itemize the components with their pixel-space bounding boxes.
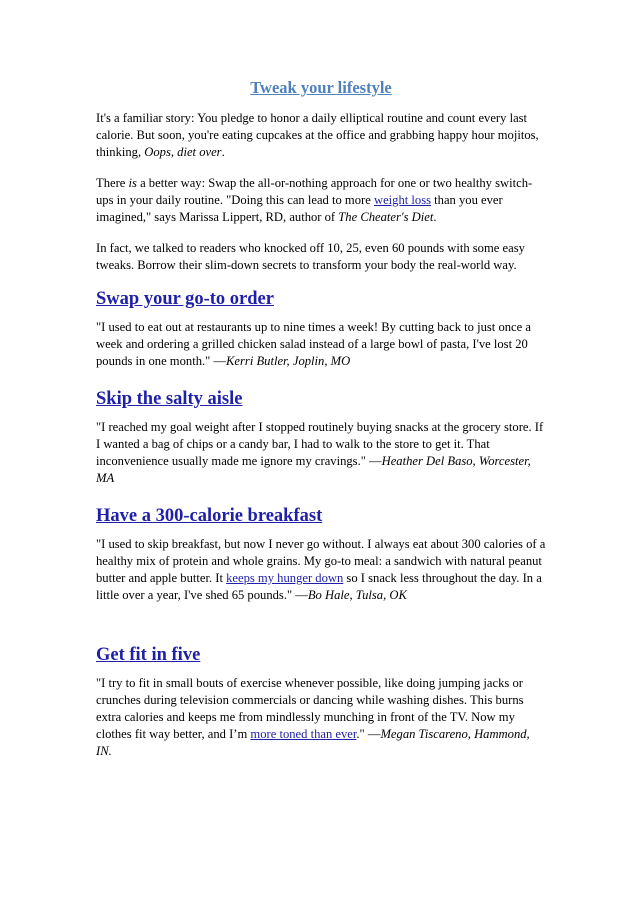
section-heading-breakfast: Have a 300-calorie breakfast xyxy=(96,506,323,526)
quote-attribution: Bo Hale, Tulsa, OK xyxy=(307,588,407,602)
quote-attribution: Kerri Butler, Joplin, MO xyxy=(226,354,351,368)
quote-attribution: Megan Tiscareno, Hammond, IN. xyxy=(96,727,530,758)
book-title: The Cheater's Diet xyxy=(338,210,434,224)
keeps-hunger-down-link[interactable]: keeps my hunger down xyxy=(226,571,344,585)
section-heading-salty-aisle: Skip the salty aisle xyxy=(96,389,243,409)
section-heading-fit-in-five: Get fit in five xyxy=(96,645,201,665)
weight-loss-link[interactable]: weight loss xyxy=(373,193,431,207)
page-title: Tweak your lifestyle xyxy=(250,78,392,97)
quote-attribution: Heather Del Baso, Worcester, MA xyxy=(96,454,531,485)
section-text-swap-order: "I used to eat out at restaurants up to nine times a week! By cutting back to just once a week and ordering a grilled chicken salad instead of a large bowl of pasta, I've lost 20 pounds in one month." —Kerri Butler, Joplin, MO xyxy=(96,320,531,368)
italic-phrase: Oops, diet over xyxy=(144,145,222,159)
document-page xyxy=(96,78,546,774)
section-text-breakfast: "I used to skip breakfast, but now I never go without. I always eat about 300 calories of a healthy mix of protein and whole grains. My go-to meal: a sandwich with natural peanut butter and apple butter. It keeps my hunger down so I snack less throughout the day. In a little over a year, I've shed 65 pounds." —Bo Hale, Tulsa, OK xyxy=(96,537,546,602)
section-text-salty-aisle: "I reached my goal weight after I stopped routinely buying snacks at the grocery store. If I wanted a bag of chips or a candy bar, I had to walk to the store to get it. That inconvenience usually made me ignore my cravings." —Heather Del Baso, Worcester, MA xyxy=(96,420,544,485)
section-heading-swap-order: Swap your go-to order xyxy=(96,289,274,309)
intro-paragraph-1: It's a familiar story: You pledge to honor a daily elliptical routine and count every last calorie. But soon, you're eating cupcakes at the office and grabbing happy hour mojitos, thinking, Oops, diet over. xyxy=(96,111,539,159)
italic-word: is xyxy=(128,176,137,190)
intro-paragraph-2: There is a better way: Swap the all-or-nothing approach for one or two healthy switch-ups in your daily routine. "Doing this can lead to more weight loss than you ever imagined," says Marissa Lippert, RD, author of The Cheater's Diet. xyxy=(96,176,533,224)
more-toned-link[interactable]: more toned than ever xyxy=(250,727,357,741)
intro-paragraph-3: In fact, we talked to readers who knocked off 10, 25, even 60 pounds with some easy tweaks. Borrow their slim-down secrets to transform your body the real-world way. xyxy=(96,241,525,272)
section-text-fit-in-five: "I try to fit in small bouts of exercise whenever possible, like doing jumping jacks or crunches during television commercials or dancing while washing dishes. This burns extra calories and keeps me from mindlessly munching in front of the TV. Now my clothes fit way better, and I’m more toned than ever." —Megan Tiscareno, Hammond, IN. xyxy=(96,676,530,758)
